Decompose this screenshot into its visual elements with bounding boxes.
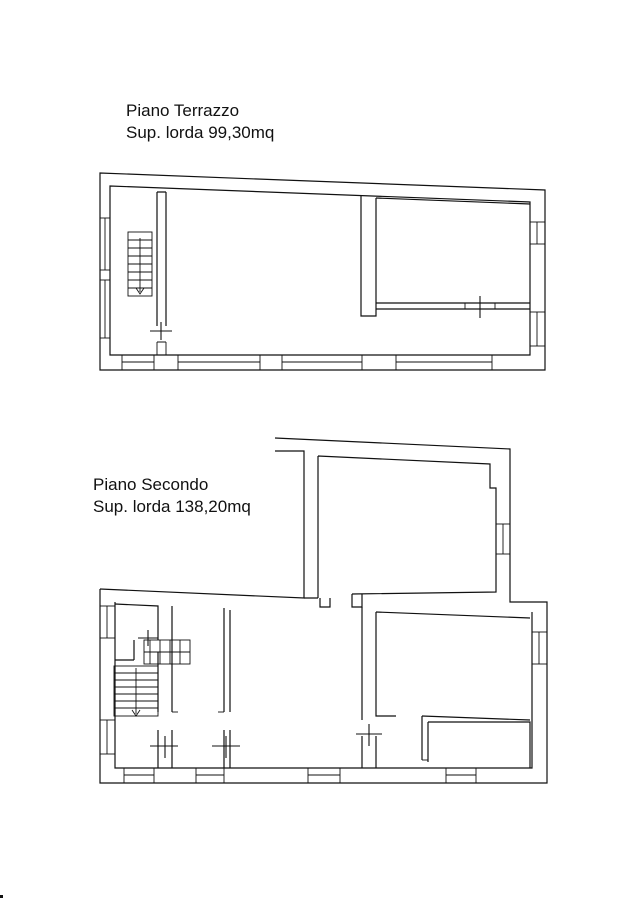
floor-name-secondo: Piano Secondo <box>93 475 209 494</box>
terrazzo-stair-wall <box>157 192 166 326</box>
plan-terrazzo <box>100 173 545 370</box>
terrazzo-stairs <box>128 232 152 296</box>
terrazzo-central-partition <box>361 196 376 316</box>
secondo-bottom-windows <box>124 768 476 783</box>
secondo-left-windows <box>100 606 115 754</box>
corner-mark <box>0 895 3 898</box>
secondo-right-partition <box>362 607 396 768</box>
floor-area-secondo: Sup. lorda 138,20mq <box>93 497 251 516</box>
floor-area-terrazzo: Sup. lorda 99,30mq <box>126 123 275 142</box>
secondo-stairs <box>114 630 190 716</box>
terrazzo-right-windows <box>530 222 545 346</box>
secondo-middle-partition <box>224 608 230 768</box>
secondo-inner-wall <box>115 602 532 768</box>
secondo-upper-room <box>318 456 496 598</box>
terrazzo-stair-bottom-post <box>157 342 166 355</box>
secondo-right-rooms <box>376 612 530 768</box>
terrazzo-bottom-windows <box>122 355 492 370</box>
floor-name-terrazzo: Piano Terrazzo <box>126 101 240 120</box>
secondo-right-windows <box>532 632 547 664</box>
secondo-outer-wall-top <box>100 451 304 598</box>
terrazzo-left-windows <box>100 218 110 338</box>
secondo-upper-window <box>496 524 510 554</box>
terrazzo-right-room <box>376 198 530 309</box>
terrazzo-inner-wall <box>110 186 530 355</box>
secondo-outer-wall <box>100 438 547 783</box>
plan-secondo <box>100 438 547 783</box>
